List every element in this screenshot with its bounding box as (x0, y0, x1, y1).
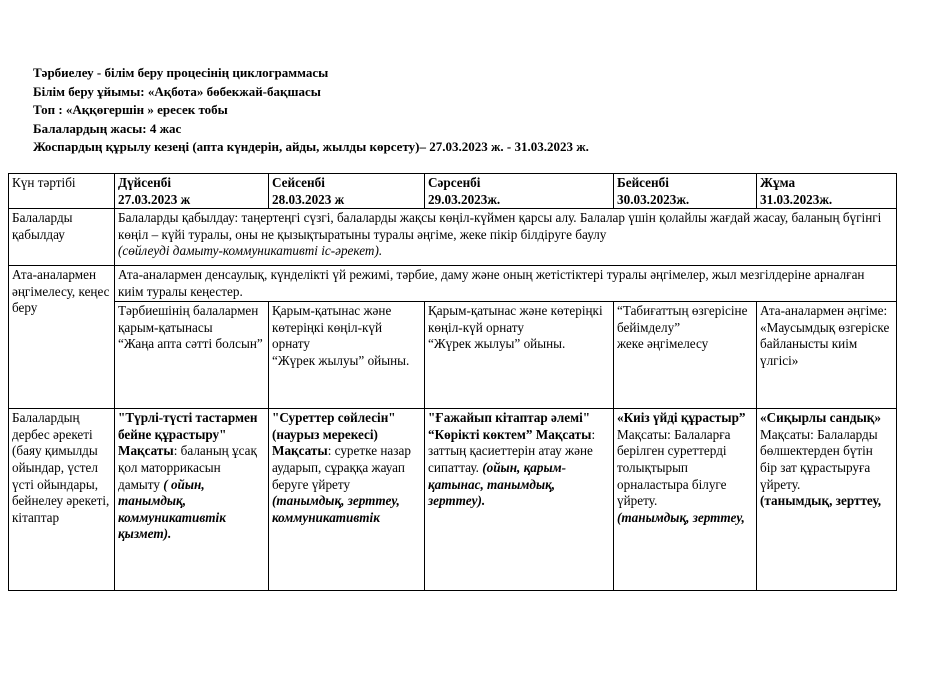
parents-cell: Тәрбиешінің балалармен қарым-қатынасы “Жаңа апта сәтті болсын” (115, 302, 269, 409)
row-label-reception: Балаларды қабылдау (9, 209, 115, 266)
activity-title: «Сиқырлы сандық» (760, 410, 881, 426)
parents-common-cell: Ата-аналармен денсаулық, күнделікті үй режимі, тәрбие, даму және оның жетістіктері туралы әңгімелер, жыл мезгілдеріне арналған киім туралы кеңестер. (115, 266, 897, 302)
table-row (9, 266, 897, 302)
reception-cell (115, 209, 897, 266)
activity-cell (614, 409, 757, 591)
parents-cell: Ата-аналармен әңгіме: «Маусымдық өзгеріске байланысты киім үлгісі» (757, 302, 897, 409)
activity-tags: (танымдық, зерттеу, (617, 509, 745, 525)
row-label-activities: Балалардың дербес әрекеті (баяу қимылды ойындар, үстел үсті ойындары, бейнелеу әрекеті, кітаптар (9, 409, 115, 591)
reception-text: Балаларды қабылдау: таңертеңгі сүзгі, балаларды жақсы көңіл-күймен қарсы алу. Балалар үшін қолайлы жағдай жасау, баланың бүгінгі көңіл – күйі туралы, оны не қызықтыратыны туралы әңгіме, жеке пікір білдіруге баулу (118, 210, 882, 242)
activity-title: "Ғажайып кітаптар әлемі" “Көрікті көктем” (428, 410, 591, 442)
table-row (9, 409, 897, 591)
goal-text: Мақсаты: Балаларды бөлшектерден бүтін бір зат құрастыруға үйрету. (760, 426, 878, 492)
day-header: Бейсенбі 30.03.2023ж. (614, 174, 757, 209)
table-row (9, 209, 897, 266)
goal-text: : баланың ұсақ қол маторрикасын дамыту (118, 443, 257, 492)
reception-note: (сөйлеуді дамыту-коммуникативті іс-әрекет). (118, 243, 383, 259)
activity-cell (269, 409, 425, 591)
document-header (33, 64, 589, 157)
goal-text: Мақсаты: Балаларға берілген суреттерді толықтырып орналастыра білуге үйрету. (617, 426, 731, 509)
goal-text: : суретке назар аударып, сұраққа жауап беруге үйрету (272, 443, 411, 492)
activity-tags: (ойын, қарым-қатынас, танымдық, зерттеу). (428, 459, 567, 509)
period-line: Жоспардың құрылу кезеңі (апта күндерін, айды, жылды көрсету)– 27.03.2023 ж. - 31.03.2023 ж. (33, 139, 589, 154)
day-header: Сейсенбі 28.03.2023 ж (269, 174, 425, 209)
activity-tags: (танымдық, зерттеу, коммуникативтік (272, 493, 400, 525)
goal-label: Мақсаты (535, 426, 592, 442)
activity-title: "Түрлі-түсті тастармен бейне құрастыру" (118, 410, 258, 442)
day-header: Дүйсенбі 27.03.2023 ж (115, 174, 269, 209)
parents-cell: Қарым-қатынас және көтеріңкі көңіл-күй орнату “Жүрек жылуы” ойыны. (425, 302, 614, 409)
day-header: Жұма 31.03.2023ж. (757, 174, 897, 209)
activity-cell (115, 409, 269, 591)
parents-cell: Қарым-қатынас және көтеріңкі көңіл-күй орнату “Жүрек жылуы” ойыны. (269, 302, 425, 409)
corner-header: Күн тәртібі (9, 174, 115, 209)
goal-label: Мақсаты (118, 443, 174, 459)
activity-title: «Киіз үйді құрастыр” (617, 410, 746, 426)
goal-text: : заттың қасиеттерін атау және сипаттау. (428, 426, 596, 475)
age-line: Балалардың жасы: 4 жас (33, 120, 182, 136)
day-header: Сәрсенбі 29.03.2023ж. (425, 174, 614, 209)
group-line: Топ : «Аққөгершін » ересек тобы (33, 102, 228, 117)
cyclogram-title: Тәрбиелеу - білім беру процесінің циклограммасы (33, 65, 329, 80)
schedule-table (8, 173, 897, 591)
table-row (9, 302, 897, 409)
row-label-parents: Ата-аналармен әңгімелесу, кеңес беру (9, 266, 115, 409)
parents-cell: “Табиғаттың өзгерісіне бейімделу” жеке әңгімелесу (614, 302, 757, 409)
activity-cell (425, 409, 614, 591)
organization-line: Білім беру ұйымы: «Ақбота» бөбекжай-бақшасы (33, 83, 321, 99)
goal-label: Мақсаты (272, 443, 328, 459)
activity-cell (757, 409, 897, 591)
activity-title: "Суреттер сөйлесін" (наурыз мерекесі) (272, 410, 396, 442)
table-header-row (9, 174, 897, 209)
activity-tags: ( ойын, танымдық, коммуникативтік қызмет). (118, 476, 226, 542)
activity-tags: (танымдық, зерттеу, (760, 493, 882, 509)
